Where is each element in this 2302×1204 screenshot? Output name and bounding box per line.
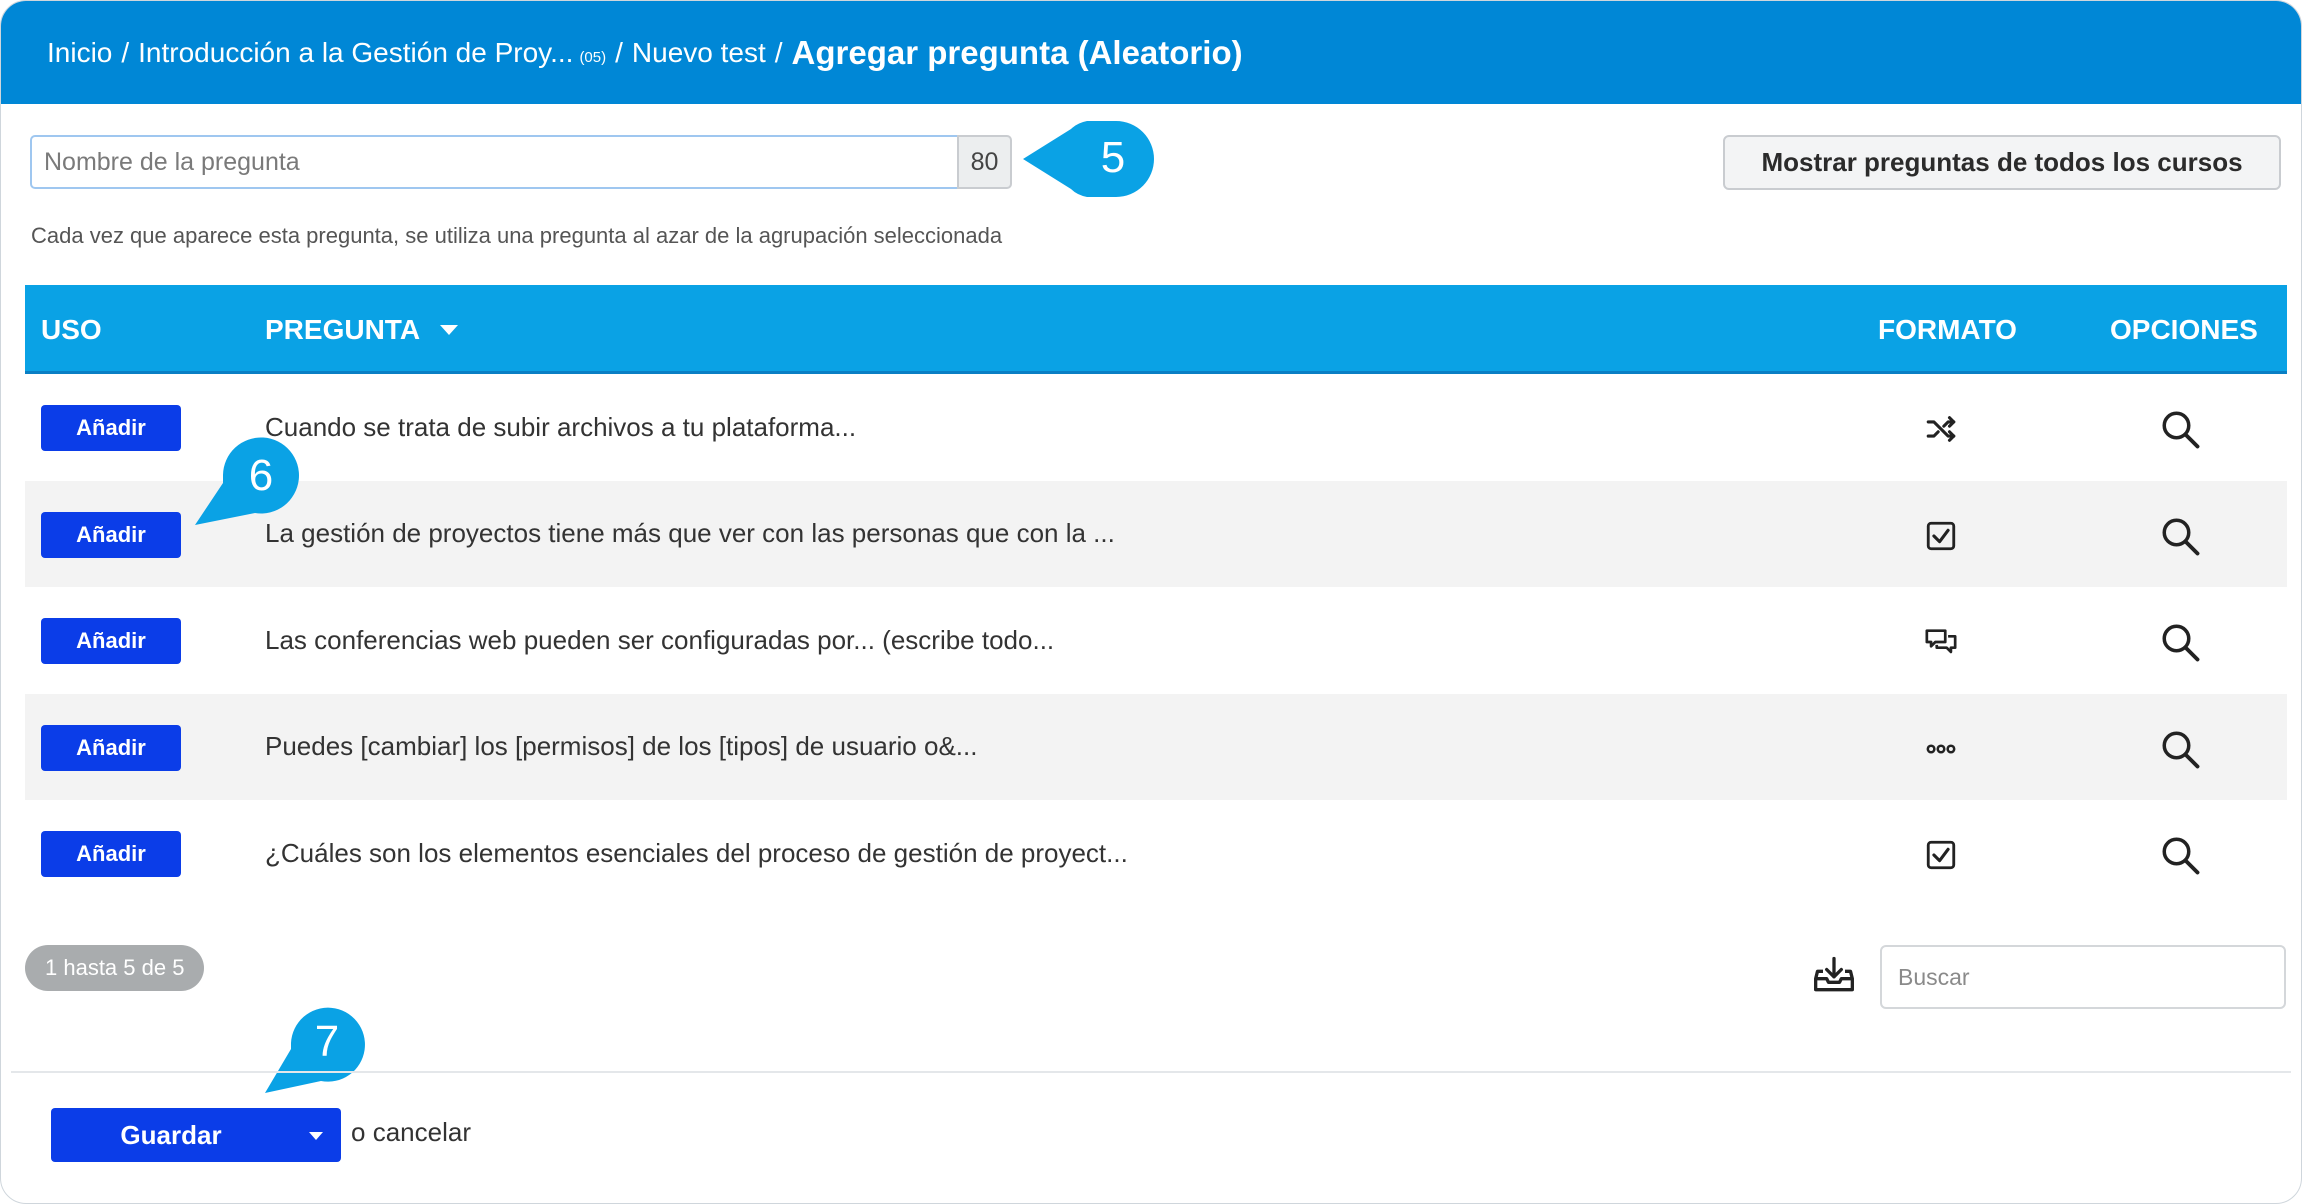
breadcrumb-course[interactable]: Introducción a la Gestión de Proy... (138, 36, 574, 68)
save-button-label: Guardar (120, 1120, 222, 1150)
callout-label: 6 (248, 451, 274, 500)
cancel-area (351, 1117, 471, 1148)
download-icon[interactable] (1811, 953, 1857, 997)
shuffle-icon (1924, 412, 1958, 446)
column-header-pregunta-label: PREGUNTA (265, 313, 421, 345)
add-question-button[interactable]: Añadir (41, 618, 181, 664)
add-question-button[interactable]: Añadir (41, 512, 181, 558)
questions-table (25, 285, 2287, 907)
chat-bubbles-icon (1924, 625, 1958, 659)
footer-divider (11, 1071, 2291, 1073)
column-header-uso: USO (41, 313, 102, 345)
checkbox-icon (1924, 519, 1958, 553)
search-icon[interactable] (2159, 728, 2201, 770)
question-text: La gestión de proyectos tiene más que ver con las personas que con la ... (265, 518, 1115, 548)
table-row (25, 694, 2287, 801)
callout-label: 7 (314, 1017, 340, 1066)
breadcrumb-course-count: (05) (579, 49, 607, 66)
callout-7 (263, 1005, 371, 1095)
checkbox-icon (1924, 838, 1958, 872)
callout-label: 5 (1100, 133, 1126, 182)
sort-descending-icon[interactable] (440, 325, 458, 335)
breadcrumb-home[interactable]: Inicio (47, 36, 113, 68)
table-row (25, 800, 2287, 907)
breadcrumb-test[interactable]: Nuevo test (631, 36, 766, 68)
page-title: Agregar pregunta (Aleatorio) (791, 33, 1243, 71)
search-icon[interactable] (2159, 515, 2201, 557)
char-counter: 80 (957, 135, 1012, 189)
save-button[interactable] (51, 1108, 341, 1162)
table-row (25, 374, 2287, 481)
ellipsis-icon (1924, 732, 1958, 766)
table-row (25, 481, 2287, 588)
question-text: Puedes [cambiar] los [permisos] de los [tipos] de usuario o&... (265, 731, 978, 761)
question-text: Las conferencias web pueden ser configuradas por... (escribe todo... (265, 624, 1055, 655)
question-text: Cuando se trata de subir archivos a tu plataforma... (265, 411, 857, 442)
table-header (25, 285, 2287, 374)
breadcrumb-separator: / (121, 36, 130, 68)
show-all-courses-button[interactable]: Mostrar preguntas de todos los cursos (1723, 135, 2281, 190)
column-header-formato: FORMATO (1878, 313, 2017, 345)
column-header-opciones: OPCIONES (2110, 313, 2258, 345)
search-input[interactable] (1880, 945, 2286, 1009)
add-question-button[interactable]: Añadir (41, 405, 181, 451)
chevron-down-icon[interactable] (309, 1132, 323, 1140)
question-name-input[interactable] (30, 135, 957, 189)
cancel-link[interactable]: cancelar (372, 1117, 471, 1147)
callout-5 (1021, 119, 1156, 199)
cancel-prefix: o (351, 1117, 366, 1147)
callout-bubble-icon (1021, 119, 1156, 199)
table-row (25, 587, 2287, 694)
search-icon[interactable] (2159, 621, 2201, 663)
breadcrumb-separator: / (774, 36, 783, 68)
breadcrumb-separator: / (615, 36, 623, 68)
pagination-summary: 1 hasta 5 de 5 (25, 945, 204, 991)
search-icon[interactable] (2159, 408, 2201, 450)
breadcrumb (1, 1, 2301, 104)
question-text: ¿Cuáles son los elementos esenciales del proceso de gestión de proyect... (265, 837, 1128, 868)
add-question-button[interactable]: Añadir (41, 725, 181, 771)
add-question-button[interactable]: Añadir (41, 831, 181, 877)
callout-6 (193, 435, 305, 527)
column-header-pregunta[interactable] (265, 285, 458, 374)
search-icon[interactable] (2159, 834, 2201, 876)
help-text: Cada vez que aparece esta pregunta, se utiliza una pregunta al azar de la agrupación seleccionada (31, 223, 1003, 248)
